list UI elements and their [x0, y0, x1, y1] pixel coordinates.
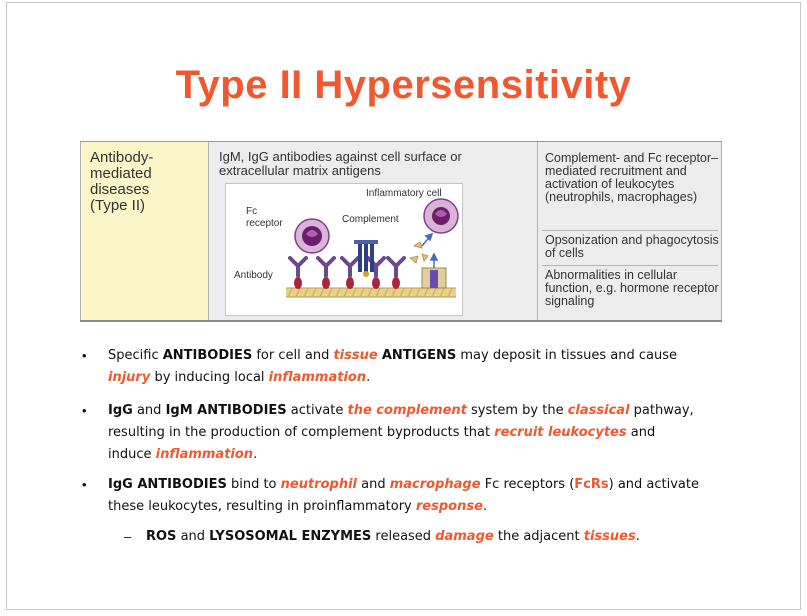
effector-text-2: Opsonization and phagocytosis of cells	[545, 233, 719, 260]
figure-col-disease-type	[80, 142, 209, 320]
fc-receptor-cell-icon	[295, 219, 329, 253]
slide-title: Type II Hypersensitivity	[175, 63, 632, 107]
complement-label: Complement	[342, 214, 399, 225]
antibody-icons	[290, 258, 404, 276]
figure-col-effector	[538, 142, 722, 320]
bullet-marker-3: •	[82, 477, 87, 492]
bullet-2: IgG and IgM ANTIBODIES activate the complement system by the classical pathway, resulting in the production of complement byproducts that recruit leukocytes and induce inflammation.	[108, 403, 694, 462]
sub-bullet-1: ROS and LYSOSOMAL ENZYMES released damage the adjacent tissues.	[146, 529, 640, 544]
figure-col-mechanism	[209, 142, 538, 320]
effector-text-1: Complement- and Fc receptor–mediated recruitment and activation of leukocytes (neutrophils, macrophages)	[545, 151, 718, 204]
effector-text-3: Abnormalities in cellular function, e.g. hormone receptor signaling	[545, 268, 719, 308]
bullet-marker-2: •	[82, 403, 87, 418]
hormone-receptor-icon	[422, 268, 446, 288]
sub-bullet-marker: –	[124, 529, 132, 544]
bullet-marker-1: •	[82, 348, 87, 363]
type2-figure	[80, 141, 722, 322]
effector-divider-1	[542, 230, 718, 231]
receptor-label: receptor	[246, 218, 283, 229]
inflammatory-cell-icon	[424, 199, 458, 233]
mechanism-diagram	[225, 183, 463, 316]
antigen-blobs	[294, 277, 400, 289]
mechanism-illustration	[226, 184, 462, 315]
fc-label: Fc	[246, 206, 258, 217]
antibody-label: Antibody	[234, 270, 273, 281]
disease-type-label: Antibody- mediated diseases (Type II)	[90, 149, 154, 214]
bullet-1: Specific ANTIBODIES for cell and tissue ANTIGENS may deposit in tissues and cause injury by inducing local inflammation.	[108, 348, 678, 385]
mechanism-header: IgM, IgG antibodies against cell surface or extracellular matrix antigens	[219, 149, 462, 178]
effector-divider-2	[542, 265, 718, 266]
bullet-3: IgG ANTIBODIES bind to neutrophil and macrophage Fc receptors (FcRs) and activate these leukocytes, resulting in proinflammatory response.	[108, 477, 699, 514]
granule-icons	[410, 242, 428, 263]
inflammatory-cell-label: Inflammatory cell	[366, 188, 442, 199]
